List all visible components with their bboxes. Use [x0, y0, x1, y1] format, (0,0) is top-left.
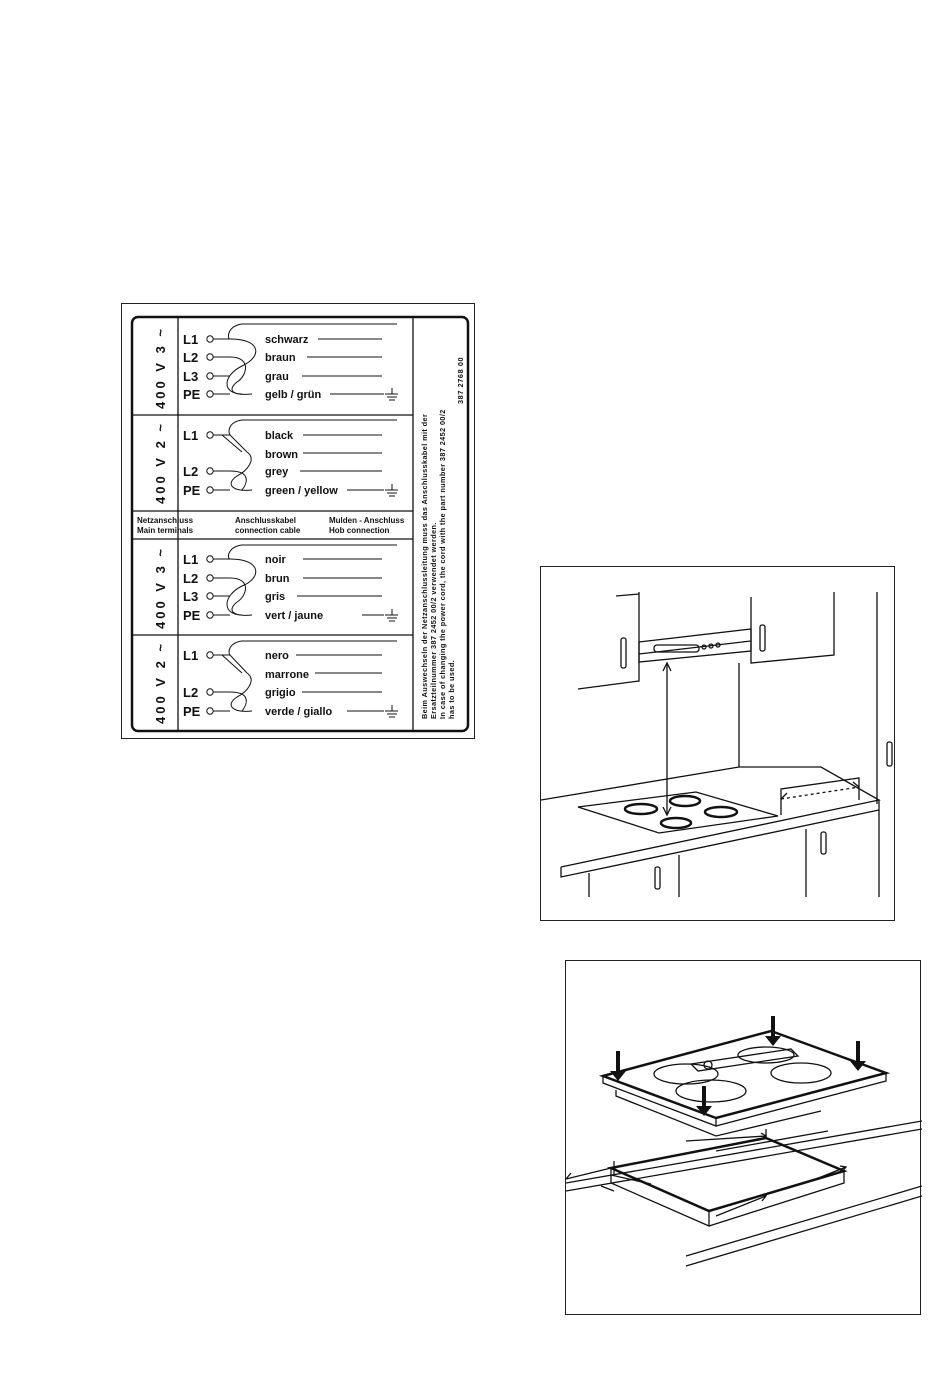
terminal-label: L3	[183, 589, 199, 604]
wire-color-label: verde / giallo	[265, 706, 333, 718]
section-2	[153, 420, 398, 504]
wire-color-label: grigio	[265, 687, 296, 699]
side-instructions	[420, 357, 465, 719]
wire-color-label: grey	[265, 466, 289, 478]
wiring-label	[121, 303, 475, 739]
header-text: connection cable	[235, 526, 301, 535]
wire-color-label: noir	[265, 554, 286, 566]
wire-color-label: brun	[265, 573, 290, 585]
terminal-label: L1	[183, 332, 199, 347]
wiring-label-drawing	[122, 304, 476, 740]
ground-icon	[385, 484, 398, 496]
terminal-label: L2	[183, 685, 199, 700]
kitchen-hood-clearance-illustration	[541, 567, 896, 922]
terminal-label: L1	[183, 428, 199, 443]
hob-installation-illustration	[566, 961, 922, 1316]
wire-color-label: braun	[265, 352, 296, 364]
voltage-label: 400 V 2 ~	[153, 420, 168, 504]
wire-color-label: gris	[265, 591, 286, 603]
hob-figure	[565, 960, 921, 1315]
wire-color-label: vert / jaune	[265, 610, 324, 622]
terminal-label: L2	[183, 571, 199, 586]
terminal-label: PE	[183, 704, 201, 719]
section-4	[153, 641, 398, 724]
header-text: Main terminals	[137, 526, 194, 535]
wire-color-label: marrone	[265, 669, 310, 681]
ground-icon	[385, 609, 398, 621]
header-text: Mulden - Anschluss	[329, 516, 405, 525]
terminal-label: PE	[183, 483, 201, 498]
wire-color-label: nero	[265, 650, 289, 662]
side-text: has to be used.	[447, 659, 456, 719]
side-text: Beim Auswechseln der Netzanschlussleitung muss das Anschlusskabel mit der	[420, 413, 429, 719]
ground-icon	[385, 705, 398, 717]
column-headers	[137, 516, 405, 535]
wire-color-label: gelb / grün	[265, 389, 322, 401]
side-text: Ersatzteilnummer 387 2452 00/2 verwendet werden.	[429, 522, 438, 719]
side-text: In case of changing the power cord, the cord with the part number 387 2452 00/2	[438, 409, 447, 719]
terminal-label: L2	[183, 464, 199, 479]
voltage-label: 400 V 3 ~	[153, 325, 168, 409]
section-1	[153, 324, 398, 409]
header-text: Hob connection	[329, 526, 390, 535]
wire-color-label: brown	[265, 449, 298, 461]
terminal-label: L3	[183, 369, 199, 384]
ground-icon	[385, 388, 398, 400]
terminal-label: L1	[183, 648, 199, 663]
terminal-label: L1	[183, 552, 199, 567]
wire-color-label: schwarz	[265, 334, 309, 346]
terminal-label: PE	[183, 387, 201, 402]
header-text: Netzanschluss	[137, 516, 194, 525]
wire-color-label: green / yellow	[265, 485, 338, 497]
part-number: 387 2768 00	[456, 356, 465, 404]
voltage-label: 400 V 2 ~	[153, 640, 168, 724]
header-text: Anschlusskabel	[235, 516, 296, 525]
kitchen-figure	[540, 566, 895, 921]
wire-color-label: grau	[265, 371, 289, 383]
wire-color-label: black	[265, 430, 294, 442]
terminal-label: PE	[183, 608, 201, 623]
voltage-label: 400 V 3 ~	[153, 545, 168, 629]
terminal-label: L2	[183, 350, 199, 365]
section-3	[153, 545, 398, 629]
